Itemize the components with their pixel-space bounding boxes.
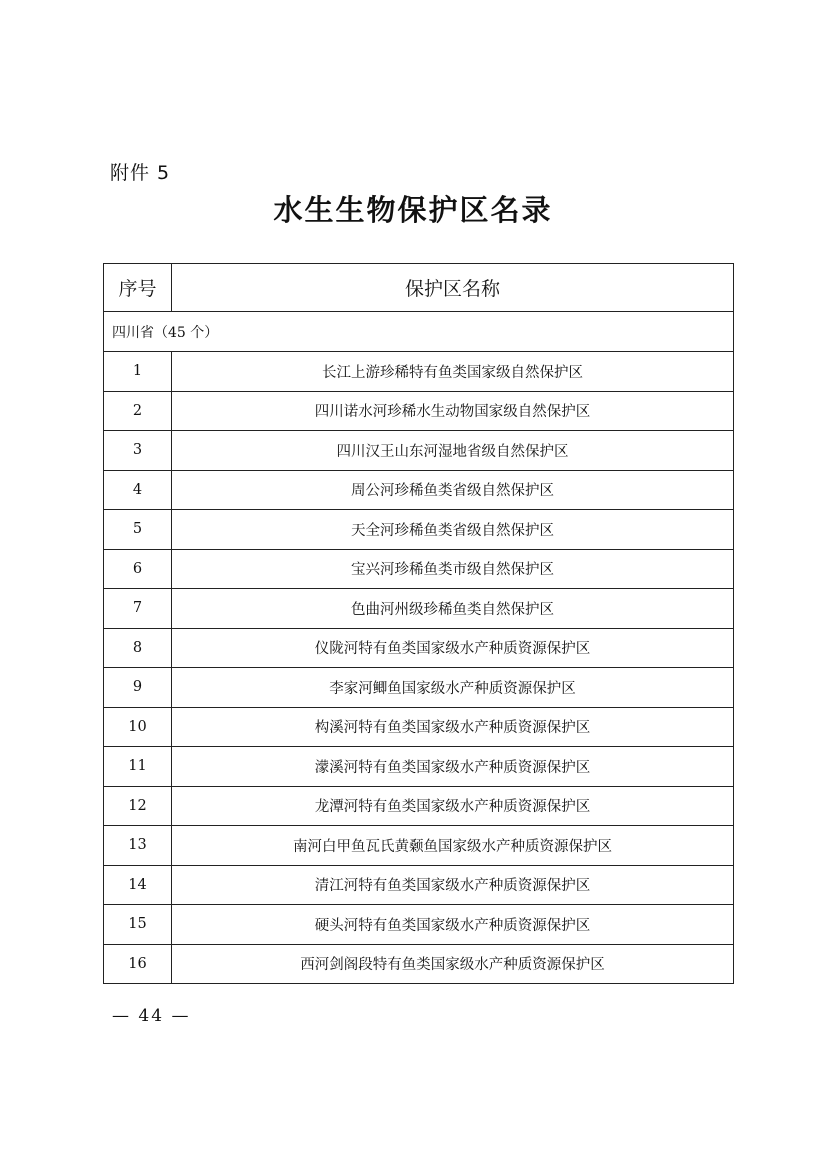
column-header-name: 保护区名称 xyxy=(172,264,734,312)
row-area-name: 清江河特有鱼类国家级水产种质资源保护区 xyxy=(172,865,734,905)
document-title: 水生生物保护区名录 xyxy=(273,193,553,227)
row-area-name: 李家河鲫鱼国家级水产种质资源保护区 xyxy=(172,668,734,708)
page-number: — 44 — xyxy=(112,1006,191,1026)
table-row xyxy=(104,865,734,905)
row-area-name: 南河白甲鱼瓦氏黄颡鱼国家级水产种质资源保护区 xyxy=(172,826,734,866)
table-row xyxy=(104,431,734,471)
row-number: 10 xyxy=(104,707,172,747)
row-number: 12 xyxy=(104,786,172,826)
attachment-label: 附件 5 xyxy=(110,162,171,184)
table-row xyxy=(104,391,734,431)
row-area-name: 宝兴河珍稀鱼类市级自然保护区 xyxy=(172,549,734,589)
row-area-name: 周公河珍稀鱼类省级自然保护区 xyxy=(172,470,734,510)
row-number: 9 xyxy=(104,668,172,708)
table-header-row xyxy=(104,264,734,312)
table-row xyxy=(104,668,734,708)
row-number: 13 xyxy=(104,826,172,866)
row-area-name: 龙潭河特有鱼类国家级水产种质资源保护区 xyxy=(172,786,734,826)
row-number: 6 xyxy=(104,549,172,589)
row-number: 3 xyxy=(104,431,172,471)
row-number: 2 xyxy=(104,391,172,431)
table-row xyxy=(104,628,734,668)
row-number: 14 xyxy=(104,865,172,905)
row-area-name: 濛溪河特有鱼类国家级水产种质资源保护区 xyxy=(172,747,734,787)
table-row xyxy=(104,747,734,787)
table-row xyxy=(104,549,734,589)
table-row xyxy=(104,786,734,826)
table-row xyxy=(104,707,734,747)
row-number: 4 xyxy=(104,470,172,510)
group-label: 四川省（45 个） xyxy=(104,312,734,352)
row-area-name: 西河剑阁段特有鱼类国家级水产种质资源保护区 xyxy=(172,944,734,984)
row-number: 15 xyxy=(104,905,172,945)
row-area-name: 四川诺水河珍稀水生动物国家级自然保护区 xyxy=(172,391,734,431)
row-number: 16 xyxy=(104,944,172,984)
table-row xyxy=(104,905,734,945)
column-header-number: 序号 xyxy=(104,264,172,312)
table-row xyxy=(104,470,734,510)
table-row xyxy=(104,510,734,550)
group-row-sichuan xyxy=(104,312,734,352)
row-number: 5 xyxy=(104,510,172,550)
row-area-name: 仪陇河特有鱼类国家级水产种质资源保护区 xyxy=(172,628,734,668)
table-row xyxy=(104,944,734,984)
table-row xyxy=(104,826,734,866)
row-area-name: 构溪河特有鱼类国家级水产种质资源保护区 xyxy=(172,707,734,747)
row-area-name: 天全河珍稀鱼类省级自然保护区 xyxy=(172,510,734,550)
row-area-name: 硬头河特有鱼类国家级水产种质资源保护区 xyxy=(172,905,734,945)
row-number: 1 xyxy=(104,352,172,392)
table-row xyxy=(104,589,734,629)
row-number: 7 xyxy=(104,589,172,629)
row-area-name: 长江上游珍稀特有鱼类国家级自然保护区 xyxy=(172,352,734,392)
protected-area-table xyxy=(103,263,734,984)
row-number: 8 xyxy=(104,628,172,668)
row-area-name: 四川汉王山东河湿地省级自然保护区 xyxy=(172,431,734,471)
table-row xyxy=(104,352,734,392)
row-area-name: 色曲河州级珍稀鱼类自然保护区 xyxy=(172,589,734,629)
row-number: 11 xyxy=(104,747,172,787)
